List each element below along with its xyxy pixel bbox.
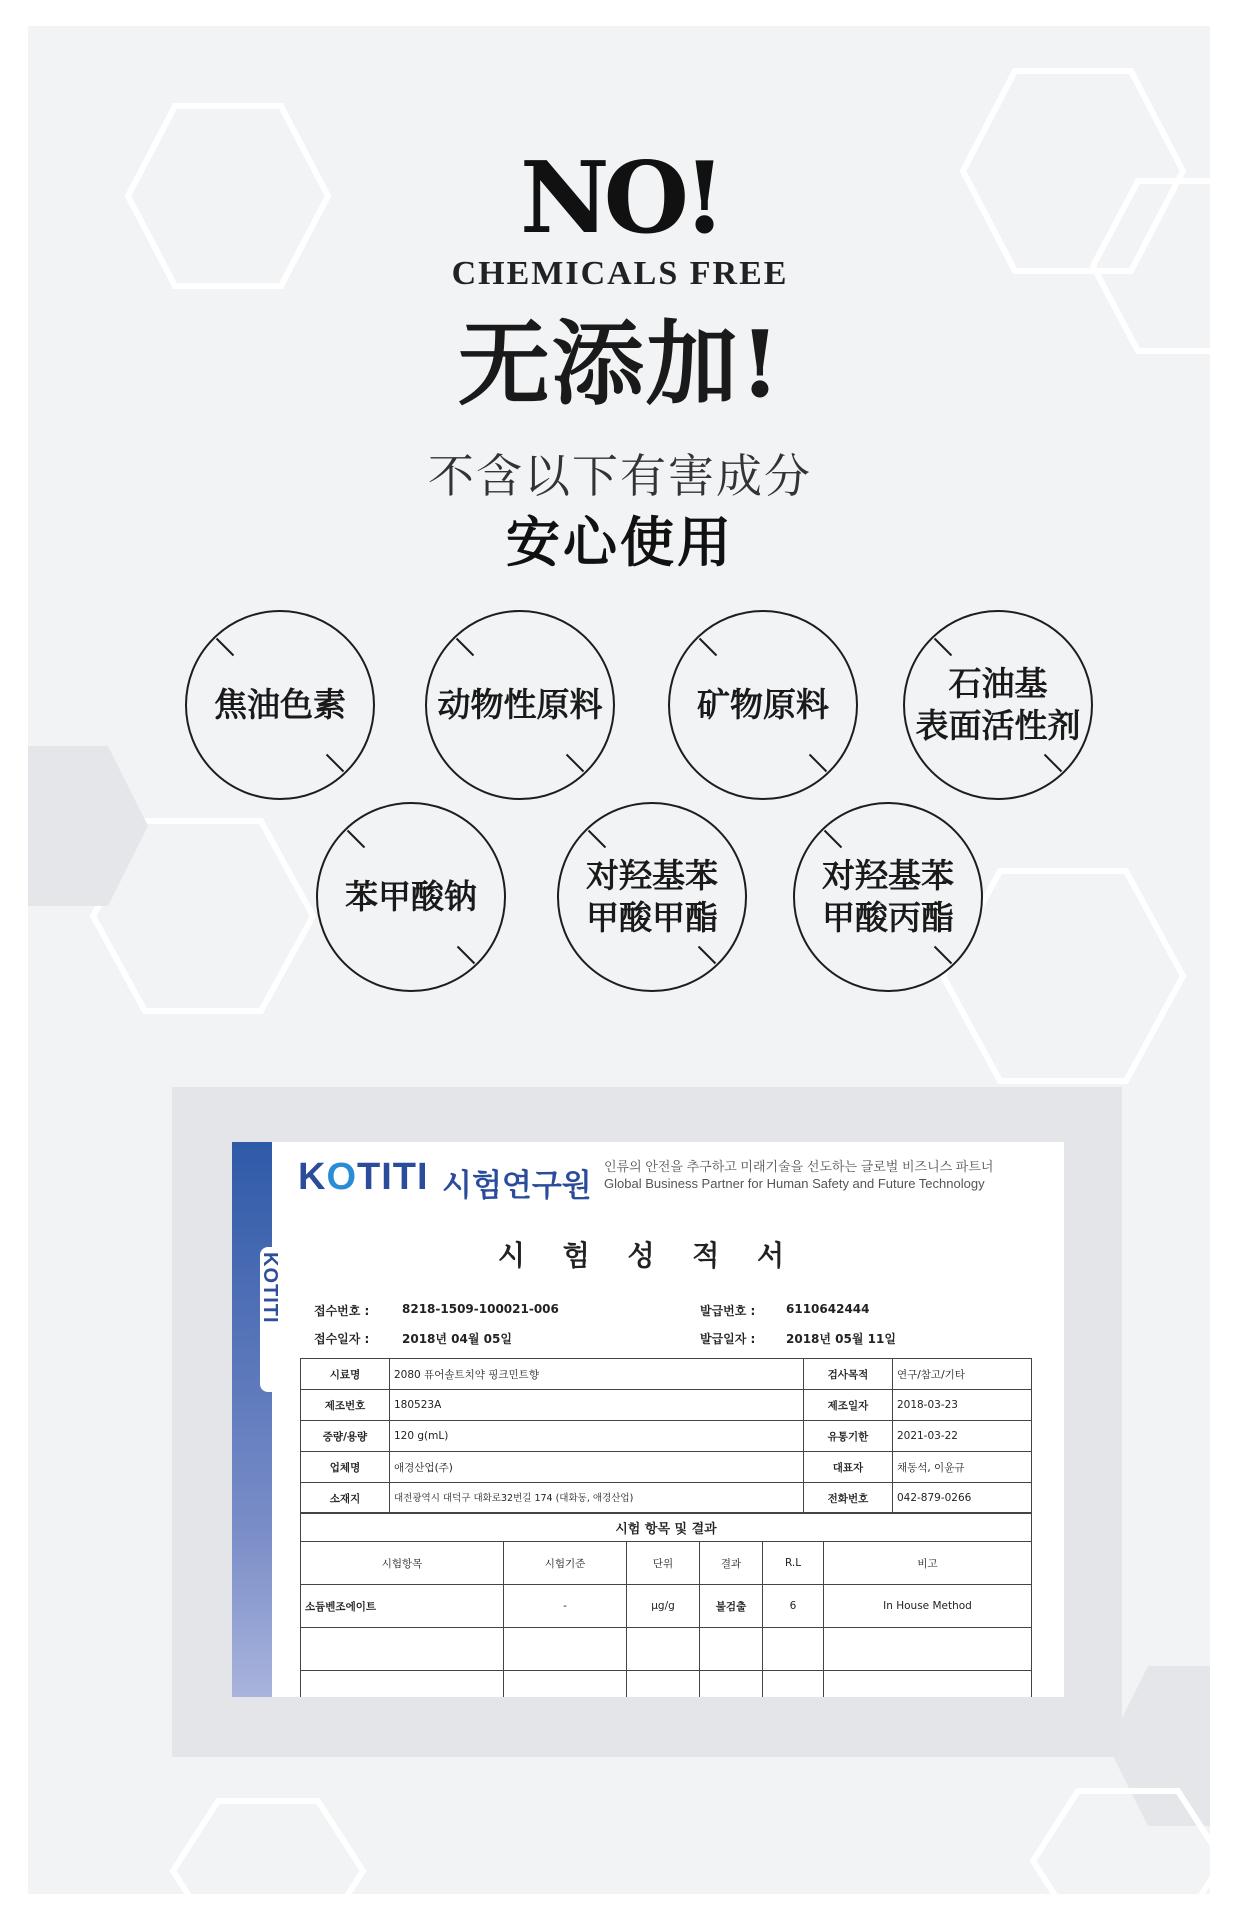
table-row [301,1421,1032,1452]
ingredient-badge [557,802,747,992]
table-cell: 2018-03-23 [892,1390,1031,1421]
badge-label: 对羟基苯 甲酸甲酯 [586,856,718,937]
issue-no-label: 발급번호 : [700,1304,756,1318]
issue-no: 6110642444 [786,1302,870,1316]
tagline-korean: 인류의 안전을 추구하고 미래기술을 선도하는 글로벌 비즈니스 파트너 [604,1159,994,1174]
table-cell: 불검출 [700,1585,763,1628]
receipt-no: 8218-1509-100021-006 [402,1302,559,1316]
table-cell [627,1628,700,1671]
table-cell: 소재지 [301,1483,390,1514]
ingredient-badge [668,610,858,800]
table-header-cell: 단위 [627,1542,700,1585]
receipt-date: 2018년 04월 05일 [402,1332,512,1346]
table-cell: 검사목적 [803,1359,892,1390]
table-row [301,1513,1032,1542]
table-row [301,1452,1032,1483]
badge-label: 苯甲酸钠 [345,877,477,916]
table-cell: 대전광역시 대덕구 대화로32번길 174 (대화동, 애경산업) [390,1483,804,1514]
table-header-cell: 시험항목 [301,1542,504,1585]
table-cell: μg/g [627,1585,700,1628]
table-cell: 시료명 [301,1359,390,1390]
table-cell: In House Method [824,1585,1032,1628]
hexagon-decoration [168,1796,368,1894]
certificate-tagline [604,1158,993,1192]
subtitle-safe-use: 安心使用 [506,511,734,574]
results-table [300,1512,1032,1697]
table-row [301,1359,1032,1390]
table-cell: 180523A [390,1390,804,1421]
subtitle-harmful-ingredients: 不含以下有害成分 [428,449,812,503]
issue-date: 2018년 05월 11일 [786,1332,896,1346]
table-cell: 2021-03-22 [892,1421,1031,1452]
certificate-title: 시 험 성 적 서 [497,1239,799,1272]
ingredient-badge [316,802,506,992]
table-cell: 채동석, 이윤규 [892,1452,1031,1483]
table-row [301,1390,1032,1421]
side-tab-logo: KOTITI [259,1252,281,1324]
table-cell: 애경산업(주) [390,1452,804,1483]
chemicals-free-heading: CHEMICALS FREE [451,255,789,292]
table-row [301,1483,1032,1514]
tagline-english: Global Business Partner for Human Safety and Future Technology [604,1176,985,1191]
table-cell [700,1628,763,1671]
table-row [301,1671,1032,1698]
table-cell: 대표자 [803,1452,892,1483]
table-header-cell: 시험기준 [504,1542,627,1585]
table-row [301,1585,1032,1628]
table-header-cell: R.L [763,1542,824,1585]
badge-label: 矿物原料 [697,685,829,724]
logo-korean-name: 시험연구원 [442,1168,592,1204]
test-certificate [232,1142,1064,1697]
hexagon-decoration [1028,1786,1210,1894]
no-additives-heading: 无添加! [457,310,783,418]
hexagon-decoration [28,746,148,906]
results-title: 시험 항목 및 결과 [301,1513,1032,1542]
table-cell [824,1628,1032,1671]
ingredient-badge [185,610,375,800]
table-cell: 2080 퓨어솔트치약 핑크민트향 [390,1359,804,1390]
badge-label: 焦油色素 [214,685,346,724]
certificate-side-bar [232,1142,272,1697]
table-row [301,1628,1032,1671]
receipt-no-label: 접수번호 : [314,1304,370,1318]
table-cell: - [504,1585,627,1628]
badge-label: 动物性原料 [437,685,603,724]
table-cell: 제조번호 [301,1390,390,1421]
table-cell: 제조일자 [803,1390,892,1421]
table-cell: 042-879-0266 [892,1483,1031,1514]
table-row [301,1542,1032,1585]
table-cell [301,1628,504,1671]
table-header-cell: 결과 [700,1542,763,1585]
issue-date-label: 발급일자 : [700,1332,756,1346]
table-cell [763,1628,824,1671]
table-cell: 업체명 [301,1452,390,1483]
ingredient-badge [793,802,983,992]
table-header-cell: 비고 [824,1542,1032,1585]
no-title: NO! [520,141,720,256]
receipt-date-label: 접수일자 : [314,1332,370,1346]
table-cell: 유통기한 [803,1421,892,1452]
badge-label: 石油基 表面活性剂 [915,664,1081,745]
table-cell: 120 g(mL) [390,1421,804,1452]
badge-label: 对羟基苯 甲酸丙酯 [822,856,954,937]
table-cell: 연구/참고/기타 [892,1359,1031,1390]
table-cell [504,1628,627,1671]
table-cell: 중량/용량 [301,1421,390,1452]
table-cell: 6 [763,1585,824,1628]
table-cell: 소듐벤조에이트 [301,1585,504,1628]
ingredient-badge [425,610,615,800]
sample-info-table [300,1358,1032,1514]
table-cell: 전화번호 [803,1483,892,1514]
ingredient-badge [903,610,1093,800]
kotiti-logo: KOTITI [298,1156,429,1198]
